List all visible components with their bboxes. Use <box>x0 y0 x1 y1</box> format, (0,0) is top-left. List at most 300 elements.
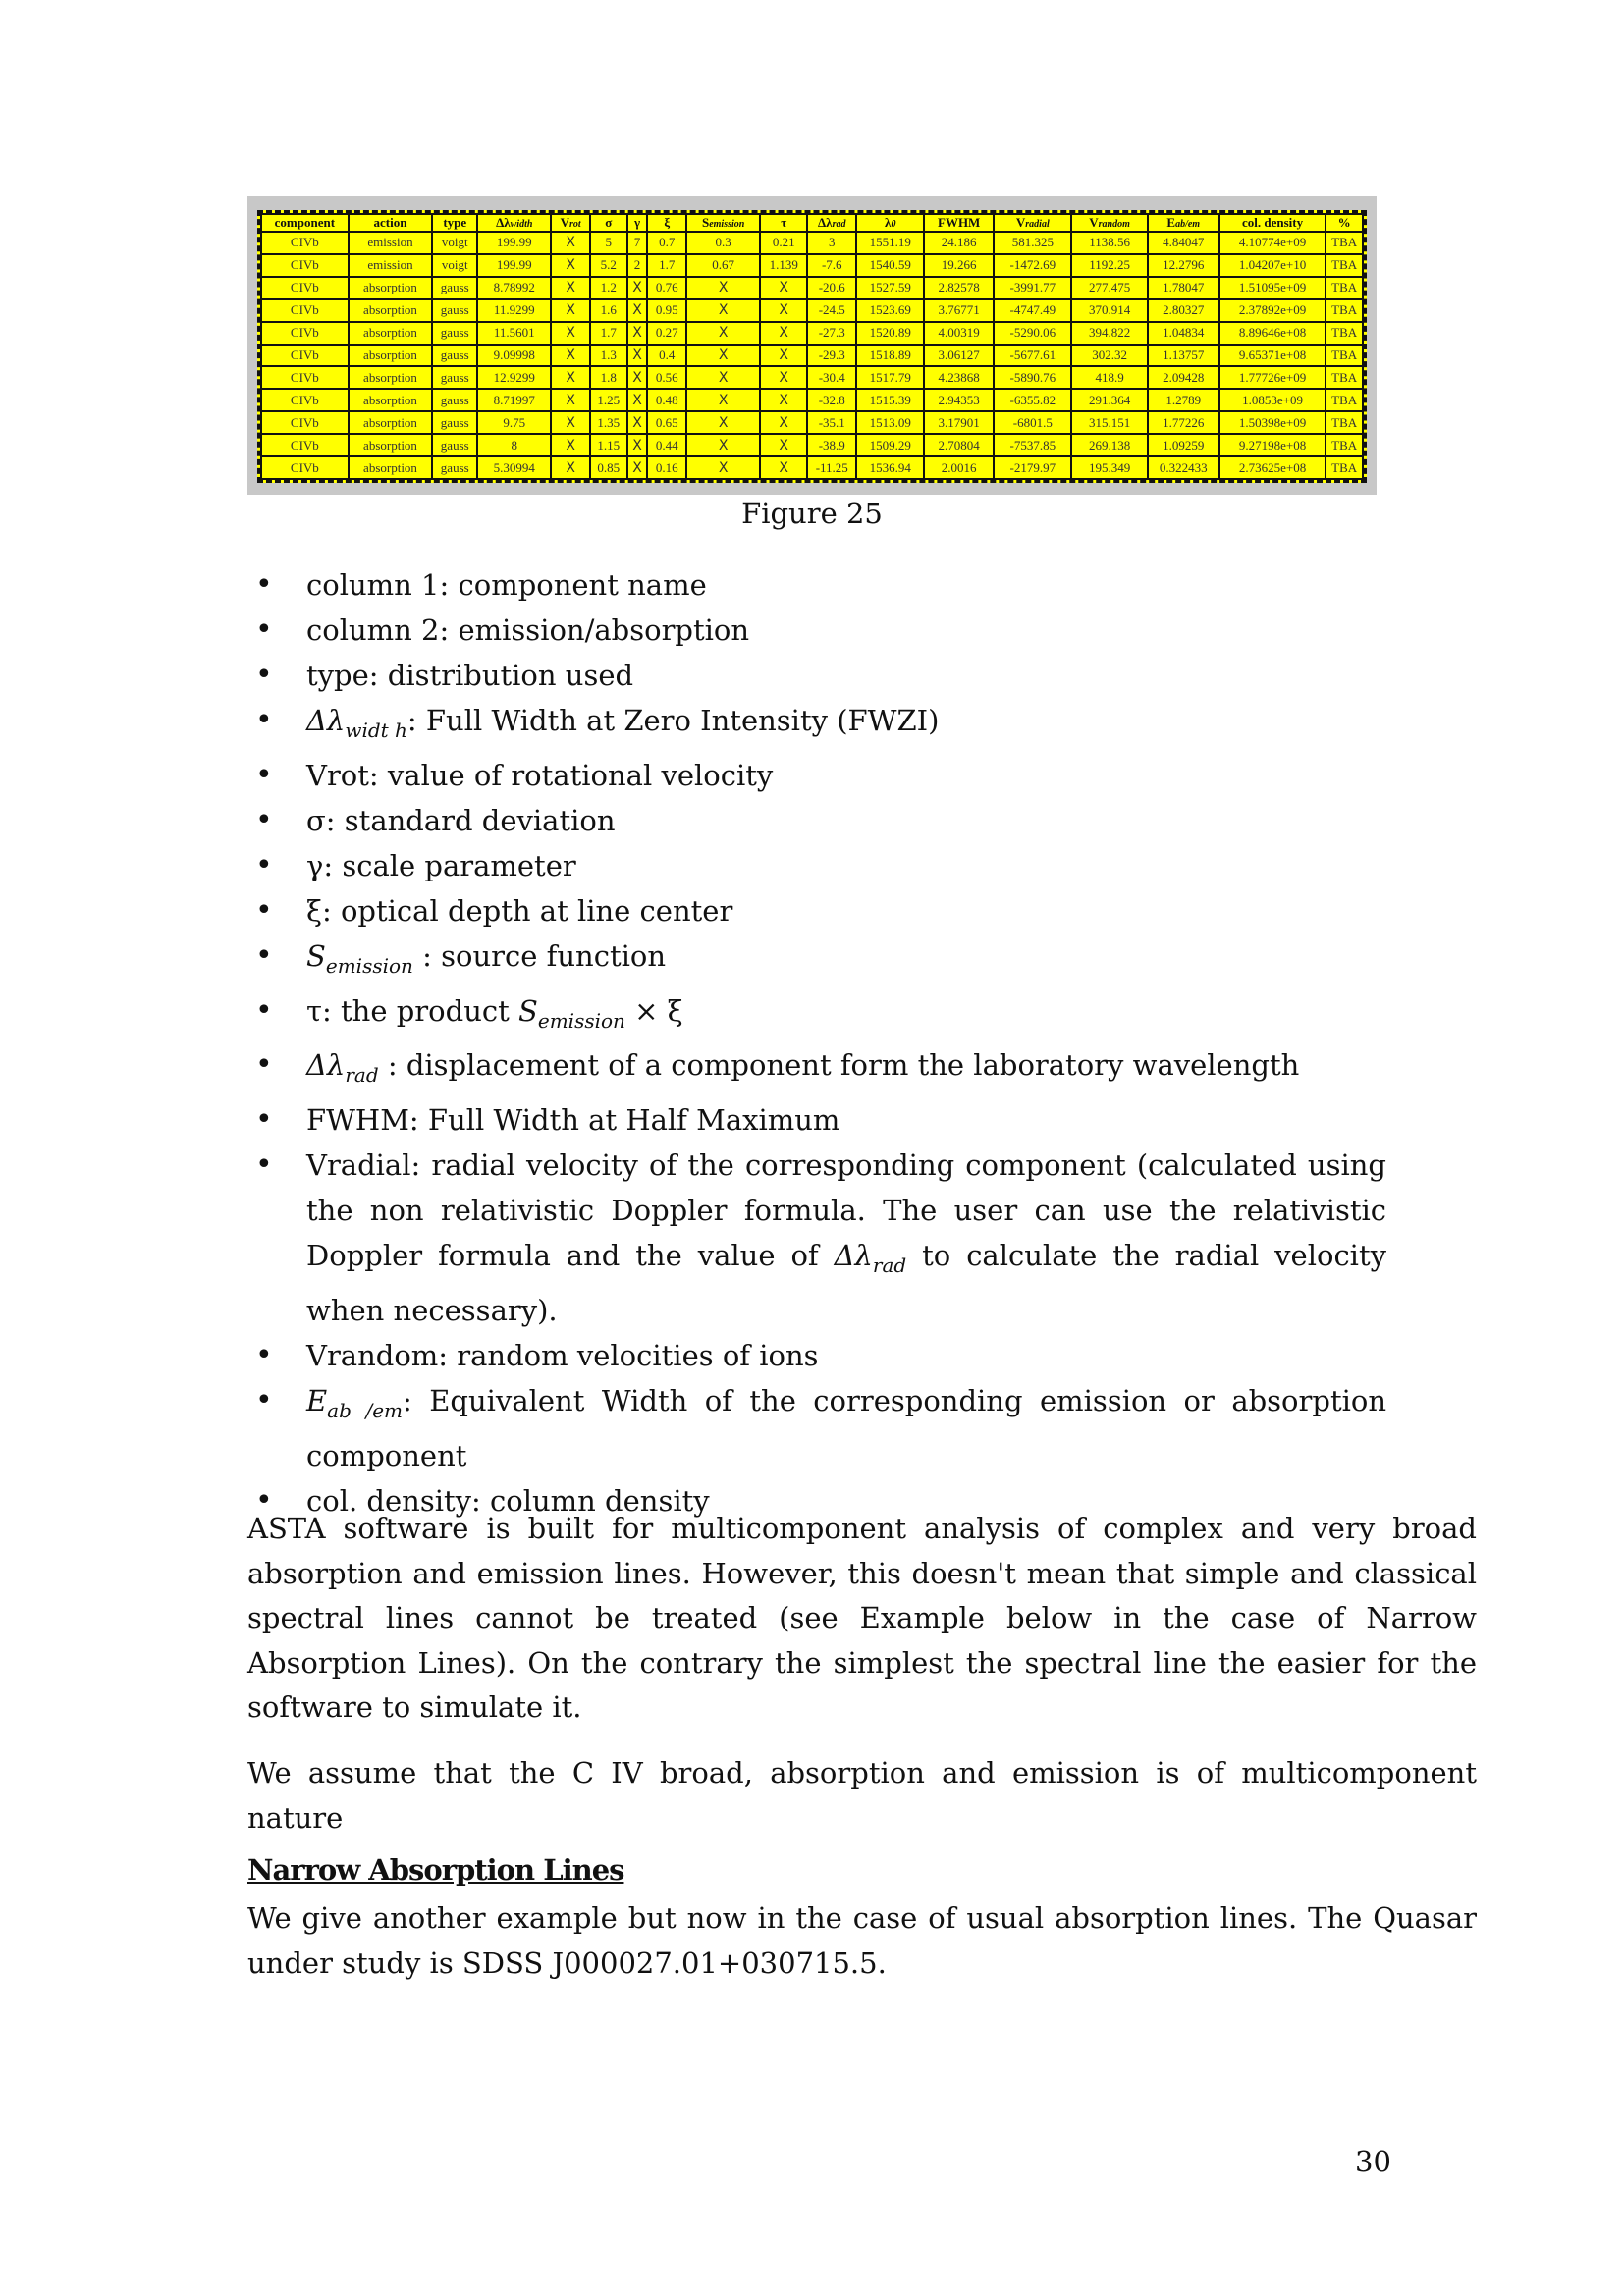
table-cell: 1.09259 <box>1148 434 1219 456</box>
math-symbol-symbol: Δλ <box>306 1048 346 1083</box>
column-header <box>627 214 648 232</box>
table-cell: 1527.59 <box>856 277 924 299</box>
table-cell: CIVb <box>261 366 349 389</box>
table-cell: 9.09998 <box>477 345 551 367</box>
column-header-subscript: 0 <box>891 219 896 230</box>
table-cell: X <box>551 389 590 411</box>
definition-text: ξ: optical depth at line center <box>306 893 733 928</box>
bullet-icon: • <box>255 658 273 692</box>
table-cell: 1.04834 <box>1148 322 1219 345</box>
table-cell: 315.151 <box>1071 411 1147 434</box>
bullet-icon: • <box>255 1047 273 1083</box>
table-cell: TBA <box>1326 366 1363 389</box>
column-header <box>686 214 760 232</box>
table-cell: 5.2 <box>590 254 627 277</box>
table-cell: 1192.25 <box>1071 254 1147 277</box>
column-header-subscript: rad <box>832 219 846 230</box>
table-cell: gauss <box>432 345 477 367</box>
figure-25 <box>247 196 1377 495</box>
table-cell: 12.2796 <box>1148 254 1219 277</box>
table-cell: 2.82578 <box>924 277 994 299</box>
column-header <box>807 214 856 232</box>
table-cell: CIVb <box>261 277 349 299</box>
table-cell: emission <box>349 232 433 254</box>
table-cell: 0.21 <box>760 232 807 254</box>
table-cell: absorption <box>349 366 433 389</box>
table-cell: 1520.89 <box>856 322 924 345</box>
table-cell: 1138.56 <box>1071 232 1147 254</box>
definition-text: Vrot: value of rotational velocity <box>306 758 774 792</box>
list-item <box>247 988 1386 1043</box>
table-row <box>261 366 1363 389</box>
table-cell: 0.4 <box>647 345 686 367</box>
column-header-label: V <box>1015 215 1026 230</box>
table-cell: -6801.5 <box>994 411 1071 434</box>
table-cell: 1.6 <box>590 299 627 322</box>
column-header <box>551 214 590 232</box>
table-cell: X <box>627 411 648 434</box>
table-cell: CIVb <box>261 232 349 254</box>
table-cell: 0.85 <box>590 456 627 479</box>
list-item <box>247 1143 1386 1333</box>
table-cell: absorption <box>349 456 433 479</box>
table-cell: X <box>551 411 590 434</box>
math-symbol-subscript: ab /em <box>327 1398 404 1422</box>
table-cell: CIVb <box>261 254 349 277</box>
column-header-subscript: radial <box>1025 219 1050 230</box>
table-cell: -20.6 <box>807 277 856 299</box>
column-header-label: col. density <box>1241 215 1304 230</box>
table-cell: 11.9299 <box>477 299 551 322</box>
table-row <box>261 232 1363 254</box>
column-header-label: τ <box>781 215 787 230</box>
table-cell: 1513.09 <box>856 411 924 434</box>
column-header-label: V <box>1089 215 1099 230</box>
table-cell: TBA <box>1326 345 1363 367</box>
table-cell: absorption <box>349 277 433 299</box>
column-header-label: E <box>1166 215 1176 230</box>
table-cell: CIVb <box>261 322 349 345</box>
table-cell: absorption <box>349 434 433 456</box>
table-cell: 291.364 <box>1071 389 1147 411</box>
table-cell: X <box>760 411 807 434</box>
table-cell: X <box>627 456 648 479</box>
table-cell: TBA <box>1326 299 1363 322</box>
table-cell: 1.3 <box>590 345 627 367</box>
table-cell: 1.50398e+09 <box>1219 411 1326 434</box>
column-header-label: % <box>1337 215 1351 230</box>
table-cell: 0.3 <box>686 232 760 254</box>
table-cell: 5.30994 <box>477 456 551 479</box>
table-cell: X <box>686 277 760 299</box>
table-cell: 2.0016 <box>924 456 994 479</box>
components-table-frame <box>257 210 1367 483</box>
table-cell: 277.475 <box>1071 277 1147 299</box>
table-cell: 0.44 <box>647 434 686 456</box>
table-cell: 302.32 <box>1071 345 1147 367</box>
table-cell: X <box>551 232 590 254</box>
table-cell: absorption <box>349 299 433 322</box>
table-cell: 2.37892e+09 <box>1219 299 1326 322</box>
table-cell: CIVb <box>261 456 349 479</box>
table-cell: -29.3 <box>807 345 856 367</box>
bullet-icon: • <box>255 992 273 1028</box>
table-cell: X <box>551 299 590 322</box>
table-cell: 581.325 <box>994 232 1071 254</box>
definition-text: type: distribution used <box>306 659 634 692</box>
column-header <box>261 214 349 232</box>
list-item <box>247 653 1386 698</box>
table-cell: X <box>760 345 807 367</box>
table-cell: emission <box>349 254 433 277</box>
math-symbol-symbol: S <box>306 938 326 973</box>
table-cell: X <box>686 366 760 389</box>
table-cell: X <box>551 345 590 367</box>
table-cell: 1.77226 <box>1148 411 1219 434</box>
column-header <box>994 214 1071 232</box>
table-cell: 2.94353 <box>924 389 994 411</box>
table-cell: -32.8 <box>807 389 856 411</box>
table-cell: 2.70804 <box>924 434 994 456</box>
table-cell: 1.51095e+09 <box>1219 277 1326 299</box>
table-cell: 1536.94 <box>856 456 924 479</box>
table-cell: gauss <box>432 366 477 389</box>
table-cell: X <box>686 322 760 345</box>
column-header <box>432 214 477 232</box>
table-cell: 3.76771 <box>924 299 994 322</box>
bullet-icon: • <box>255 703 273 737</box>
table-row <box>261 456 1363 479</box>
column-header <box>1326 214 1363 232</box>
table-cell: -7.6 <box>807 254 856 277</box>
table-cell: 394.822 <box>1071 322 1147 345</box>
table-cell: absorption <box>349 389 433 411</box>
bullet-icon: • <box>255 1382 273 1417</box>
column-header-subscript: emission <box>709 219 745 230</box>
column-header <box>1219 214 1326 232</box>
column-header <box>477 214 551 232</box>
table-cell: 1515.39 <box>856 389 924 411</box>
column-header-label: component <box>274 215 336 230</box>
table-cell: 9.65371e+08 <box>1219 345 1326 367</box>
table-cell: -1472.69 <box>994 254 1071 277</box>
definition-text: : Equivalent Width of the corresponding emission or absorption component <box>306 1383 1387 1472</box>
bullet-icon: • <box>255 892 273 928</box>
definition-text: column 1: component name <box>306 568 707 602</box>
table-cell: X <box>686 456 760 479</box>
definition-text: : Full Width at Zero Intensity (FWZI) <box>406 704 940 737</box>
table-cell: 2 <box>627 254 648 277</box>
column-header <box>856 214 924 232</box>
table-cell: 1.0853e+09 <box>1219 389 1326 411</box>
math-symbol <box>834 1239 907 1277</box>
table-cell: TBA <box>1326 456 1363 479</box>
table-cell: gauss <box>432 277 477 299</box>
list-item <box>247 843 1386 888</box>
section-heading-narrow-absorption-lines: Narrow Absorption Lines <box>247 1853 624 1887</box>
table-cell: 2.09428 <box>1148 366 1219 389</box>
column-header-label: σ <box>605 215 613 230</box>
column-header <box>760 214 807 232</box>
table-cell: 1.35 <box>590 411 627 434</box>
table-cell: 4.00319 <box>924 322 994 345</box>
list-item <box>247 1042 1386 1097</box>
table-cell: 269.138 <box>1071 434 1147 456</box>
table-cell: gauss <box>432 456 477 479</box>
table-cell: -30.4 <box>807 366 856 389</box>
table-cell: voigt <box>432 232 477 254</box>
list-item <box>247 798 1386 843</box>
list-item <box>247 1378 1386 1478</box>
list-item <box>247 1333 1386 1378</box>
table-cell: 1.04207e+10 <box>1219 254 1326 277</box>
table-row <box>261 299 1363 322</box>
table-cell: -24.5 <box>807 299 856 322</box>
column-definitions-list <box>247 562 1386 1523</box>
column-header-label: λ <box>885 215 892 230</box>
table-cell: 8.89646e+08 <box>1219 322 1326 345</box>
column-header <box>924 214 994 232</box>
list-item <box>247 888 1386 934</box>
math-symbol <box>306 1383 404 1422</box>
table-cell: gauss <box>432 322 477 345</box>
table-cell: 3 <box>807 232 856 254</box>
narrow-absorption-paragraph: We give another example but now in the case of usual absorption lines. The Quasar under study is SDSS J000027.01+030715.5. <box>247 1901 1477 1980</box>
table-cell: 8 <box>477 434 551 456</box>
table-cell: gauss <box>432 434 477 456</box>
table-cell: 3.17901 <box>924 411 994 434</box>
table-cell: absorption <box>349 322 433 345</box>
table-cell: -35.1 <box>807 411 856 434</box>
column-header-subscript: random <box>1098 219 1130 230</box>
table-cell: 0.7 <box>647 232 686 254</box>
table-cell: X <box>686 345 760 367</box>
table-cell: CIVb <box>261 389 349 411</box>
table-cell: 1509.29 <box>856 434 924 456</box>
table-cell: X <box>686 389 760 411</box>
bullet-icon: • <box>255 937 273 973</box>
table-cell: TBA <box>1326 322 1363 345</box>
table-cell: 0.95 <box>647 299 686 322</box>
table-cell: 418.9 <box>1071 366 1147 389</box>
table-cell: 1.139 <box>760 254 807 277</box>
table-cell: 3.06127 <box>924 345 994 367</box>
table-cell: 4.23868 <box>924 366 994 389</box>
math-symbol <box>306 1048 379 1088</box>
column-header-label: type <box>443 215 467 230</box>
list-item <box>247 753 1386 798</box>
column-header-label: action <box>373 215 407 230</box>
table-cell: CIVb <box>261 411 349 434</box>
definition-text: : displacement of a component form the laboratory wavelength <box>378 1048 1300 1083</box>
math-symbol-subscript: rad <box>872 1253 907 1277</box>
table-cell: 1.77726e+09 <box>1219 366 1326 389</box>
table-cell: 2.80327 <box>1148 299 1219 322</box>
table-cell: 0.56 <box>647 366 686 389</box>
table-row <box>261 277 1363 299</box>
table-cell: 1523.69 <box>856 299 924 322</box>
column-header-subscript: width <box>510 219 533 230</box>
components-table <box>260 213 1364 480</box>
table-cell: -3991.77 <box>994 277 1071 299</box>
table-cell: 1.2 <box>590 277 627 299</box>
definition-text: col. density: column density <box>306 1483 710 1518</box>
table-cell: -38.9 <box>807 434 856 456</box>
table-cell: 0.27 <box>647 322 686 345</box>
table-cell: -5677.61 <box>994 345 1071 367</box>
table-cell: 0.76 <box>647 277 686 299</box>
table-cell: TBA <box>1326 411 1363 434</box>
table-row <box>261 411 1363 434</box>
table-cell: X <box>551 254 590 277</box>
table-cell: X <box>760 322 807 345</box>
table-cell: TBA <box>1326 389 1363 411</box>
table-cell: -4747.49 <box>994 299 1071 322</box>
table-cell: X <box>760 299 807 322</box>
table-cell: 4.84047 <box>1148 232 1219 254</box>
definition-text-tail: × ξ <box>624 993 683 1028</box>
table-cell: -6355.82 <box>994 389 1071 411</box>
column-header-label: S <box>701 215 710 230</box>
math-symbol <box>306 704 407 742</box>
table-cell: X <box>686 411 760 434</box>
table-cell: -5290.06 <box>994 322 1071 345</box>
table-cell: TBA <box>1326 277 1363 299</box>
math-symbol-subscript: emission <box>537 1008 625 1033</box>
table-cell: 199.99 <box>477 232 551 254</box>
page-number: 30 <box>1355 2145 1391 2178</box>
math-symbol-symbol: Δλ <box>834 1239 873 1273</box>
table-cell: X <box>686 299 760 322</box>
bullet-icon: • <box>255 567 273 602</box>
table-cell: X <box>686 434 760 456</box>
table-row <box>261 322 1363 345</box>
table-cell: 1.13757 <box>1148 345 1219 367</box>
figure-caption: Figure 25 <box>741 497 883 530</box>
table-cell: -2179.97 <box>994 456 1071 479</box>
table-cell: TBA <box>1326 434 1363 456</box>
definition-text-tail: to calculate the radial velocity when necessary). <box>306 1239 1386 1327</box>
math-symbol <box>306 938 413 978</box>
column-header-label: ξ <box>664 215 671 230</box>
definition-text: Vradial: radial velocity of the corresponding component (calculated using the non relativistic Doppler formula. The user can use the relativistic Doppler formula and the value of <box>306 1148 1386 1273</box>
table-cell: 19.266 <box>924 254 994 277</box>
table-cell: voigt <box>432 254 477 277</box>
table-cell: 0.48 <box>647 389 686 411</box>
list-item <box>247 608 1386 653</box>
bullet-icon: • <box>255 802 273 837</box>
column-header <box>1071 214 1147 232</box>
bullet-icon: • <box>255 1482 273 1518</box>
column-header-subscript: ab/em <box>1175 219 1201 230</box>
table-cell: -11.25 <box>807 456 856 479</box>
list-item <box>247 562 1386 608</box>
column-header <box>590 214 627 232</box>
table-cell: X <box>627 389 648 411</box>
table-cell: 1540.59 <box>856 254 924 277</box>
column-header <box>349 214 433 232</box>
definition-text: σ: standard deviation <box>306 803 616 837</box>
table-cell: 24.186 <box>924 232 994 254</box>
table-cell: -27.3 <box>807 322 856 345</box>
table-cell: 1.2789 <box>1148 389 1219 411</box>
math-symbol-symbol: S <box>518 993 538 1028</box>
bullet-icon: • <box>255 847 273 882</box>
table-cell: 7 <box>627 232 648 254</box>
table-cell: 9.75 <box>477 411 551 434</box>
table-cell: 8.71997 <box>477 389 551 411</box>
table-row <box>261 389 1363 411</box>
table-cell: X <box>760 389 807 411</box>
table-cell: 1551.19 <box>856 232 924 254</box>
table-cell: X <box>760 277 807 299</box>
table-cell: X <box>551 322 590 345</box>
table-cell: X <box>760 456 807 479</box>
table-header-row <box>261 214 1363 232</box>
table-cell: 370.914 <box>1071 299 1147 322</box>
table-row <box>261 434 1363 456</box>
table-cell: -7537.85 <box>994 434 1071 456</box>
table-cell: 5 <box>590 232 627 254</box>
column-header <box>647 214 686 232</box>
table-row <box>261 345 1363 367</box>
bullet-icon: • <box>255 757 273 792</box>
table-body <box>261 232 1363 479</box>
math-symbol-subscript: rad <box>345 1063 379 1088</box>
column-header-label: FWHM <box>938 215 981 230</box>
math-symbol-subscript: emission <box>325 953 413 978</box>
table-cell: absorption <box>349 345 433 367</box>
table-cell: 199.99 <box>477 254 551 277</box>
list-item <box>247 934 1386 988</box>
column-header-label: V <box>560 215 570 230</box>
table-cell: X <box>627 434 648 456</box>
column-header-label: Δλ <box>818 215 833 230</box>
table-cell: 1.8 <box>590 366 627 389</box>
table-cell: -5890.76 <box>994 366 1071 389</box>
definition-text: τ: the product <box>306 993 518 1028</box>
table-cell: CIVb <box>261 434 349 456</box>
table-row <box>261 254 1363 277</box>
column-header <box>1148 214 1219 232</box>
table-cell: 1.7 <box>647 254 686 277</box>
column-header-label: Δλ <box>496 215 511 230</box>
list-item <box>247 698 1386 753</box>
table-cell: 2.73625e+08 <box>1219 456 1326 479</box>
definition-text: FWHM: Full Width at Half Maximum <box>306 1103 840 1138</box>
table-cell: X <box>760 366 807 389</box>
table-cell: X <box>627 366 648 389</box>
table-cell: gauss <box>432 389 477 411</box>
table-cell: 195.349 <box>1071 456 1147 479</box>
table-cell: 1518.89 <box>856 345 924 367</box>
math-symbol-subscript: widt h <box>345 718 407 742</box>
definition-text: Vrandom: random velocities of ions <box>306 1338 819 1372</box>
table-cell: X <box>551 456 590 479</box>
table-cell: 0.67 <box>686 254 760 277</box>
table-cell: gauss <box>432 299 477 322</box>
table-cell: X <box>627 299 648 322</box>
table-cell: X <box>551 366 590 389</box>
table-cell: TBA <box>1326 254 1363 277</box>
table-cell: 0.16 <box>647 456 686 479</box>
table-cell: X <box>627 345 648 367</box>
math-symbol-symbol: E <box>306 1383 328 1417</box>
table-cell: TBA <box>1326 232 1363 254</box>
table-cell: 1517.79 <box>856 366 924 389</box>
table-cell: X <box>551 434 590 456</box>
table-cell: 11.5601 <box>477 322 551 345</box>
